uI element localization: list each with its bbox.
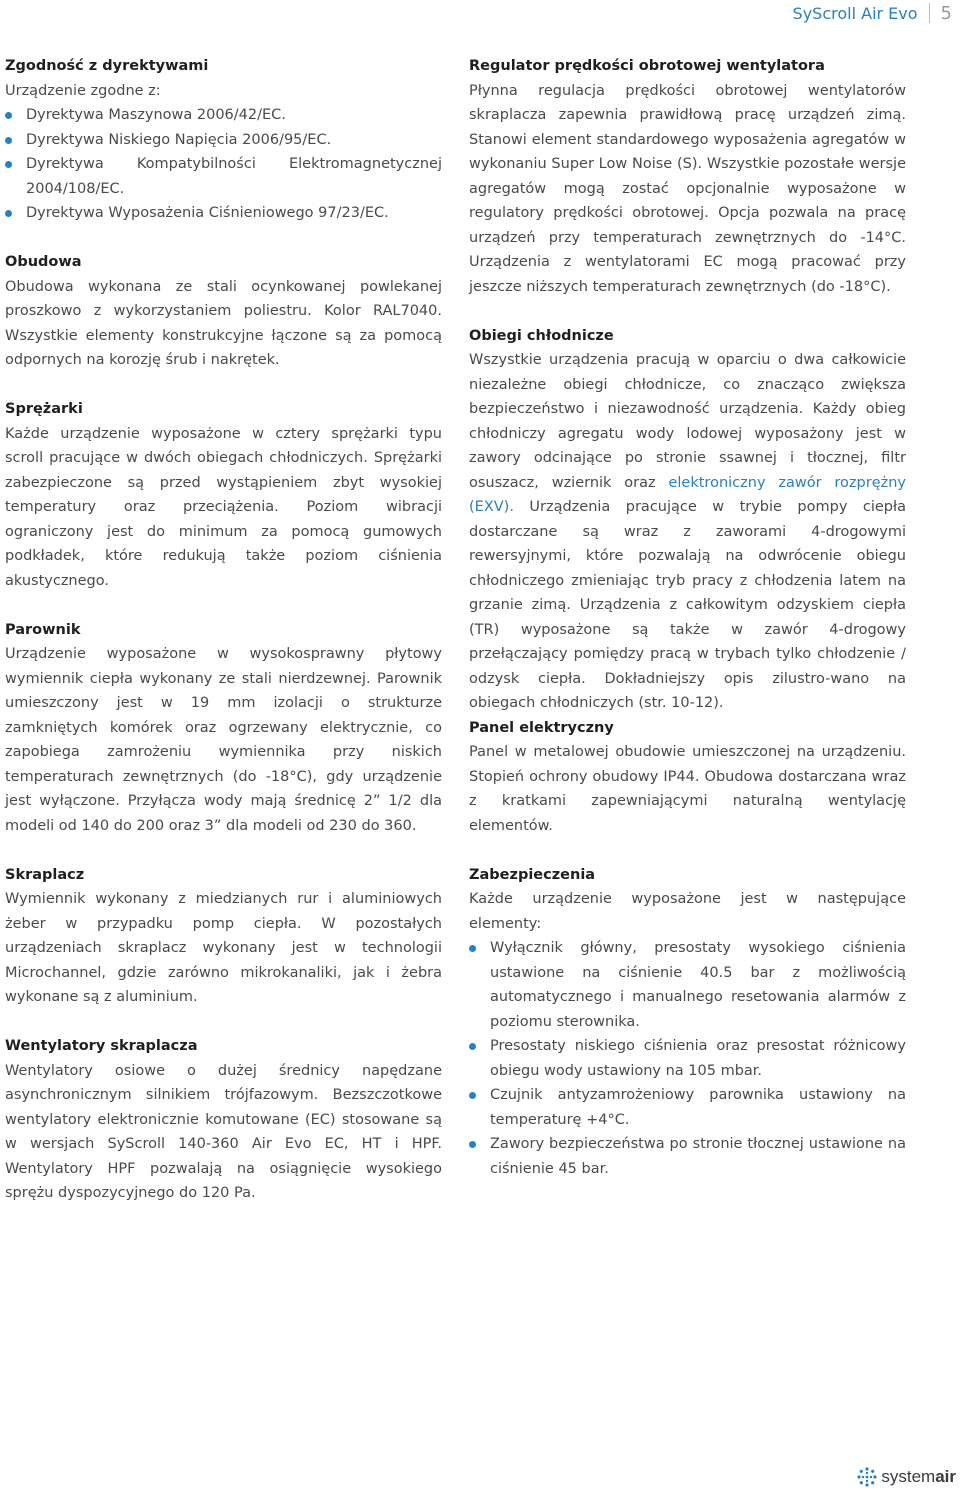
section-directives (5, 54, 442, 226)
section-electrical-panel (469, 716, 906, 839)
bullet-icon (469, 1141, 476, 1148)
page-header (793, 0, 960, 26)
list-item-text: Presostaty niskiego ciśnienia oraz presostat różnicowy obiegu wody ustawiony na 105 mbar. (490, 1038, 906, 1079)
section-text: Urządzenie wyposażone w wysokosprawny płytowy wymiennik ciepła wykonany ze stali nierdzewnej. Parownik umieszczony jest w 19 mm izolacji o strukturze zamkniętych komórek oraz ogrzewany elektrycznie, co zapobiega zamrożeniu wymiennika przy niskich temperaturach zewnętrznych (do -18°C), gdy urządzenie jest wyłączone. Przyłącza wody mają średnicę 2” 1/2 dla modeli od 140 do 200 oraz 3” dla modeli od 230 do 360. (5, 646, 442, 834)
page-number: 5 (940, 2, 952, 24)
list-item (5, 152, 442, 201)
section-intro: Urządzenie zgodne z: (5, 82, 161, 99)
section-heading: Skraplacz (5, 866, 85, 883)
section-text: Wymiennik wykonany z miedzianych rur i aluminiowych żeber w przypadku pomp ciepła. W pozostałych urządzeniach skraplacz wykonany jest w technologii Microchannel, gdzie zarówno mikrokanaliki, jak i żebra wykonane są z aluminium. (5, 891, 442, 1005)
list-item (5, 128, 442, 153)
section-refrigerant-circuits (469, 324, 906, 716)
section-protection (469, 863, 906, 1182)
section-fan-speed-controller (469, 54, 906, 299)
directives-list (5, 103, 442, 226)
section-heading: Wentylatory skraplacza (5, 1038, 198, 1054)
list-item-text: Wyłącznik główny, presostaty wysokiego ciśnienia ustawione na ciśnienie 40.5 bar z możliwością automatycznego i manualnego resetowania alarmów z poziomu sterownika. (490, 940, 906, 1030)
section-condenser (5, 863, 442, 1010)
section-condenser-fans (5, 1034, 442, 1206)
text-segment: Wszystkie urządzenia pracują w oparciu o dwa całkowicie niezależne obiegi chłodnicze, co znacząco zwiększa bezpieczeństwo i niezawodność urządzenia. Każdy obieg chłodniczy agregatu wody lodowej wyposażony jest w zawory odcinające po stronie ssawnej i tłocznej, filtr osuszacz, wziernik oraz (469, 352, 906, 491)
section-heading: Zabezpieczenia (469, 866, 596, 883)
list-item-text: Dyrektywa Kompatybilności Elektromagnetycznej 2004/108/EC. (26, 156, 442, 197)
bullet-icon (5, 161, 12, 168)
protection-list (469, 936, 906, 1181)
section-heading: Obudowa (5, 254, 82, 270)
section-intro: Każde urządzenie wyposażone jest w następujące elementy: (469, 891, 906, 932)
bullet-icon (469, 1043, 476, 1050)
section-text (469, 348, 906, 716)
section-text: Obudowa wykonana ze stali ocynkowanej powlekanej proszkowo z wykorzystaniem poliestru. Kolor RAL7040. Wszystkie elementy konstrukcyjne łączone są za pomocą odpornych na korozję śrub i nakrętek. (5, 278, 442, 368)
bullet-icon (5, 112, 12, 119)
list-item (5, 201, 442, 226)
bullet-icon (469, 945, 476, 952)
bullet-icon (5, 210, 12, 217)
list-item (469, 1132, 906, 1181)
section-text: Płynna regulacja prędkości obrotowej wentylatorów skraplacza zapewnia prawidłową pracę urządzeń zimą. Stanowi element standardowego wyposażenia agregatów w wykonaniu Super Low Noise (S). Wszystkie pozostałe wersje agregatów mogą zostać opcjonalnie wyposażone w regulatory prędkości obrotowej. Opcja pozwala na pracę urządzeń przy temperaturach zewnętrznych do -14°C. Urządzenia z wentylatorami EC mogą pracować przy jeszcze niższych temperaturach zewnętrznych (do -18°C). (469, 82, 906, 295)
logo-text-air: air (935, 1467, 956, 1486)
list-item-text: Czujnik antyzamrożeniowy parownika ustawiony na temperaturę +4°C. (490, 1087, 906, 1128)
list-item-text: Dyrektywa Niskiego Napięcia 2006/95/EC. (26, 131, 332, 148)
exv-link[interactable]: elektroniczny zawór rozprężny (EXV). (469, 474, 906, 515)
bullet-icon (469, 1092, 476, 1099)
list-item (469, 1083, 906, 1132)
systemair-logo-icon (856, 1466, 878, 1488)
list-item (469, 936, 906, 1034)
section-text: Wentylatory osiowe o dużej średnicy napędzane asynchronicznym silnikiem trójfazowym. Bezszczotkowe wentylatory elektronicznie komutowane (EC) stosowane są w wersjach SyScroll 140-360 Air Evo EC, HT i HPF. Wentylatory HPF pozwalają na osiągnięcie wysokiego sprężu dyspozycyjnego do 120 Pa. (5, 1062, 442, 1201)
section-heading: Zgodność z dyrektywami (5, 58, 209, 74)
systemair-logo (856, 1465, 956, 1489)
section-heading: Sprężarki (5, 401, 83, 417)
text-segment: Urządzenia pracujące w trybie pompy ciepła dostarczane są wraz z zaworami 4-drogowymi rewersyjnymi, które pozwalają na odwrócenie obiegu chłodniczego zmieniając tryb pracy z chłodzenia latem na grzanie zimą. Urządzenia z całkowitym odzyskiem ciepła (TR) wyposażone są także w zawór 4-drogowy przełączający pomiędzy pracą w trybach tylko chłodzenie / odzysk ciepła. Dokładniejszy opis zilustro-wano na obiegach chłodniczych (str. 10-12). (469, 499, 906, 711)
list-item-text: Dyrektywa Wyposażenia Ciśnieniowego 97/23/EC. (26, 205, 389, 221)
section-heading: Parownik (5, 621, 81, 638)
section-compressors (5, 397, 442, 593)
list-item (469, 1034, 906, 1083)
section-heading: Regulator prędkości obrotowej wentylatora (469, 58, 825, 74)
list-item (5, 103, 442, 128)
logo-text-system: system (881, 1467, 936, 1486)
header-divider (929, 3, 930, 23)
right-column (469, 54, 906, 1206)
list-item-text: Zawory bezpieczeństwa po stronie tłocznej ustawione na ciśnienie 45 bar. (490, 1136, 906, 1177)
section-evaporator (5, 618, 442, 839)
section-text: Każde urządzenie wyposażone w cztery sprężarki typu scroll pracujące w dwóch obiegach chłodniczych. Sprężarki zabezpieczone są przed wystąpieniem zbyt wysokiej temperatury oraz przeciążenia. Poziom wibracji ograniczony jest do minimum za pomocą gumowych podkładek, które redukują także poziom ciśnienia akustycznego. (5, 425, 442, 589)
section-housing (5, 250, 442, 373)
document-title: SyScroll Air Evo (792, 3, 918, 23)
section-text: Panel w metalowej obudowie umieszczonej na urządzeniu. Stopień ochrony obudowy IP44. Obudowa dostarczana wraz z kratkami zapewniającymi naturalną wentylację elementów. (469, 744, 906, 834)
section-heading: Panel elektryczny (469, 719, 614, 736)
section-heading: Obiegi chłodnicze (469, 327, 614, 344)
list-item-text: Dyrektywa Maszynowa 2006/42/EC. (26, 107, 286, 123)
left-column (5, 54, 442, 1230)
bullet-icon (5, 137, 12, 144)
